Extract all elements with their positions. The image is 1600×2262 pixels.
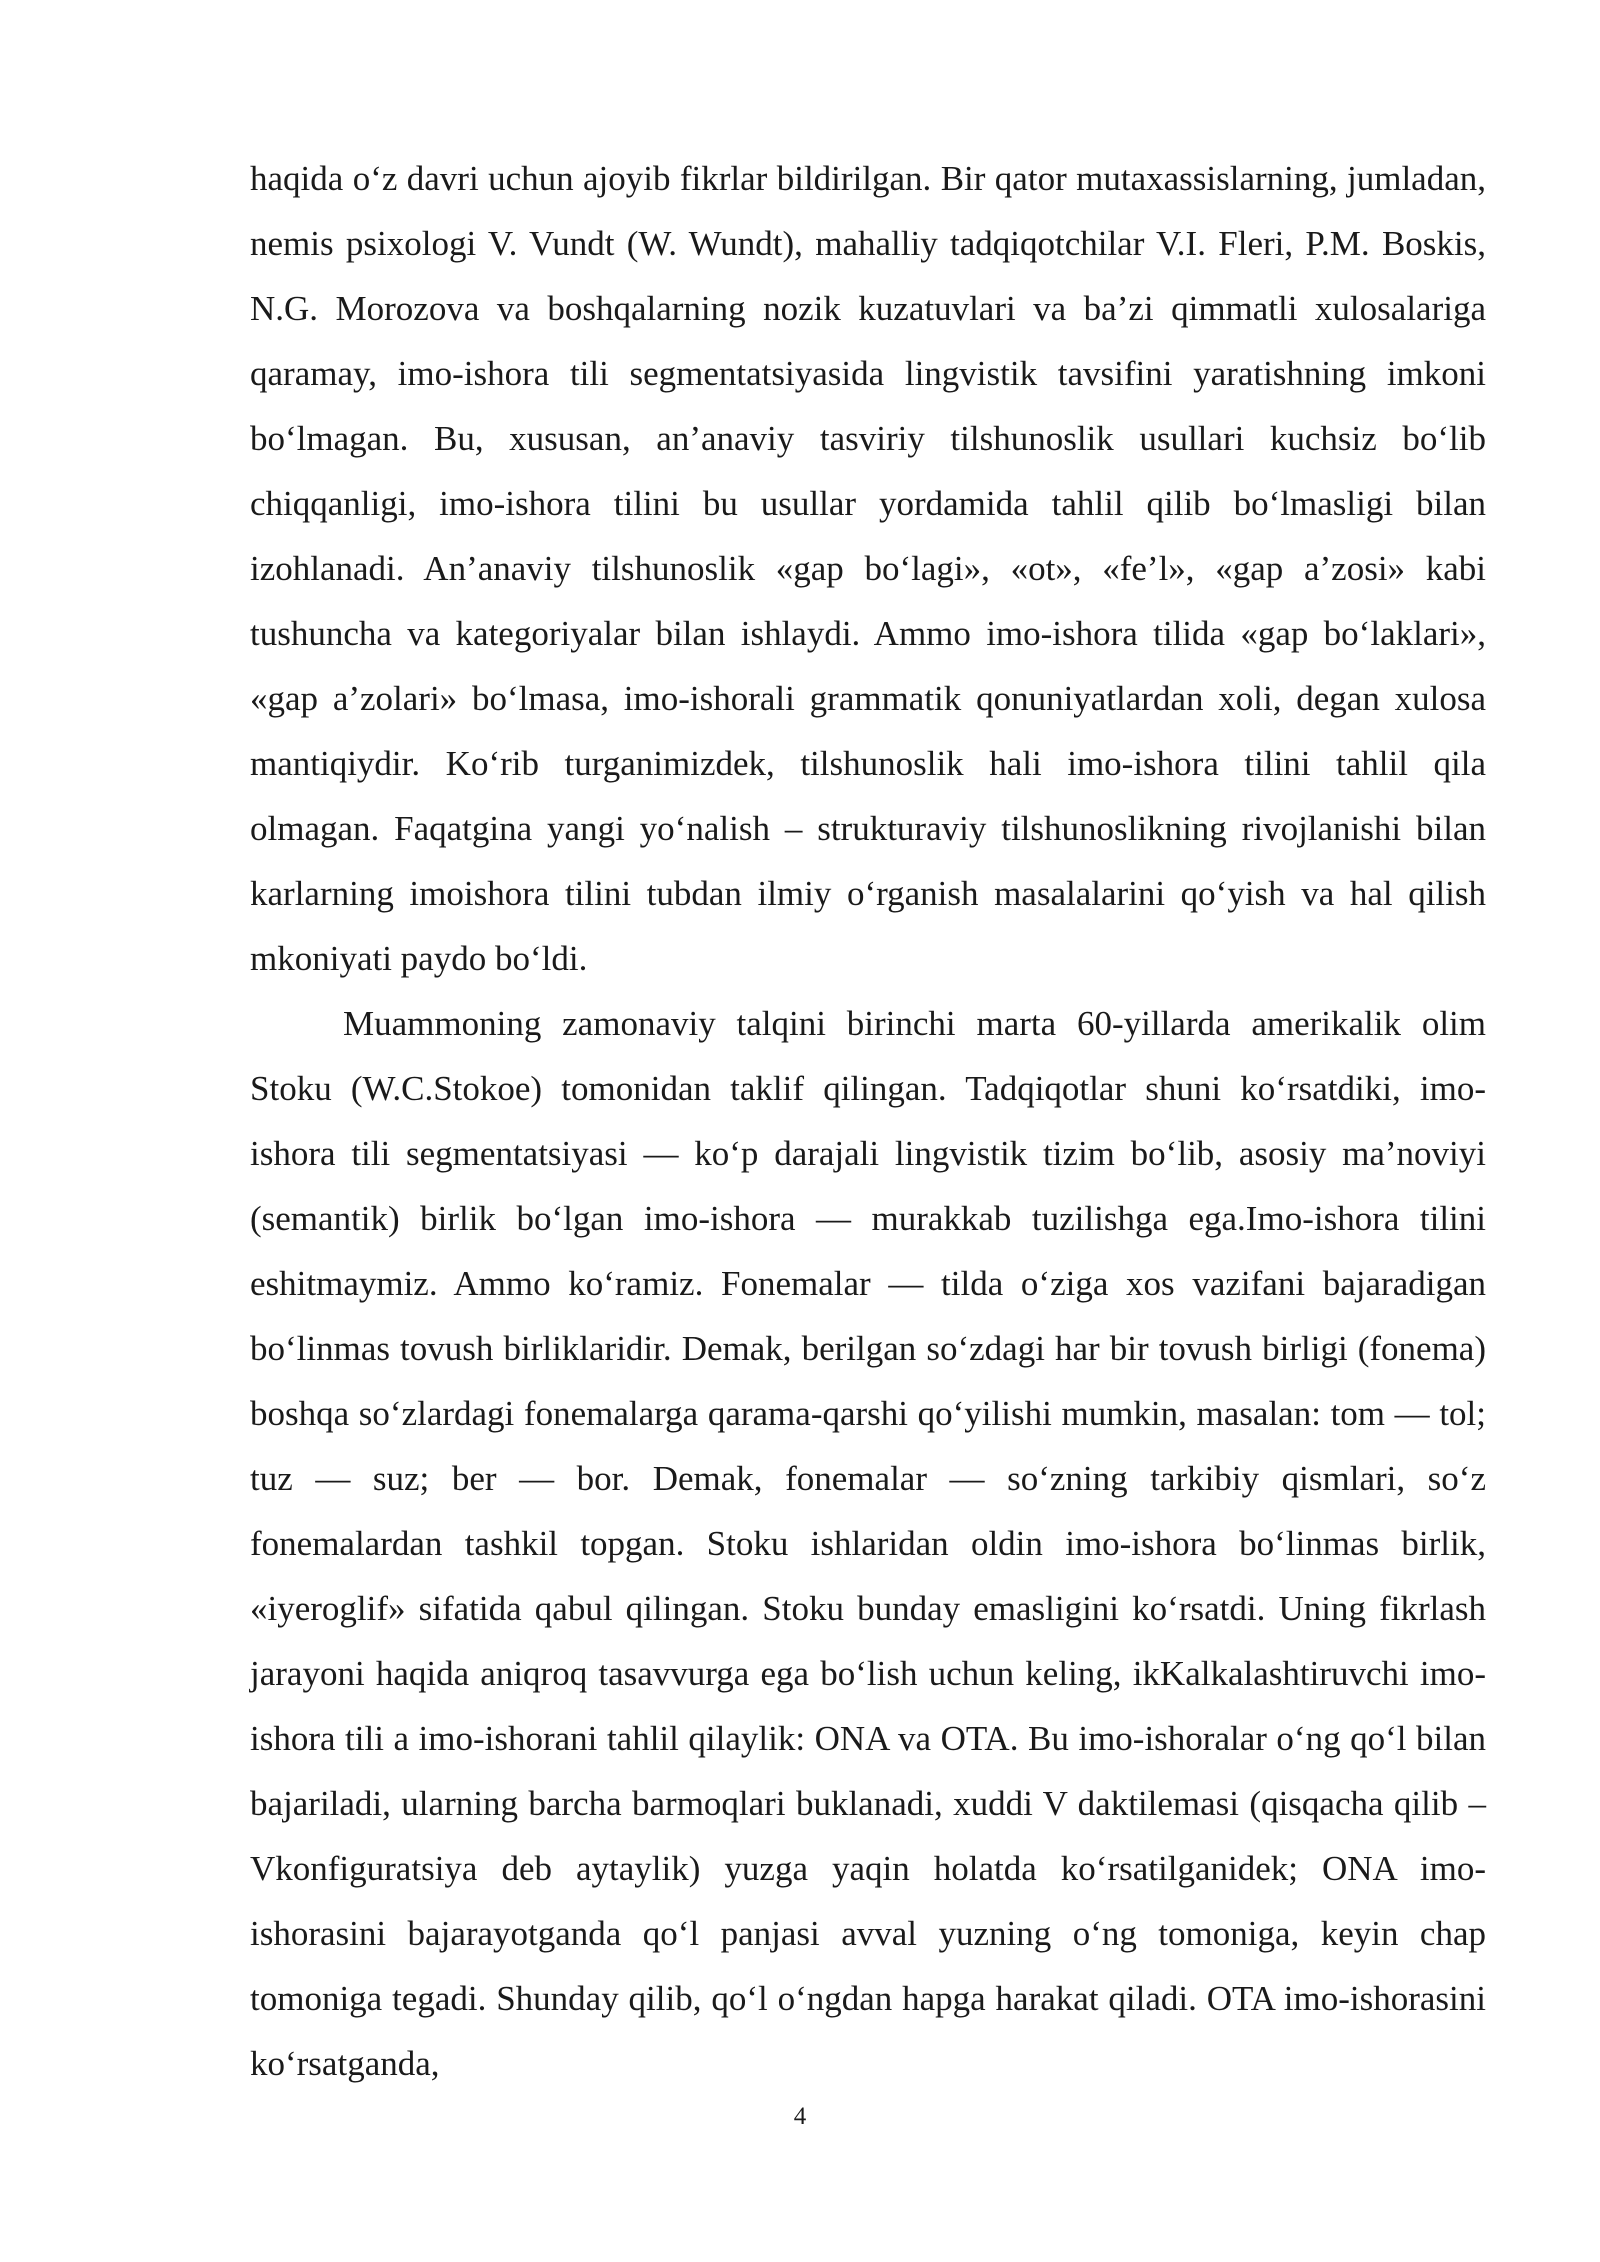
- paragraph-2: Muammoning zamonaviy talqini birinchi marta 60-yillarda amerikalik olim Stoku (W.C.Stokoe) tomonidan taklif qilingan. Tadqiqotlar shuni ko‘rsatdiki, imo-ishora tili segmentatsiyasi — ko‘p darajali lingvistik tizim bo‘lib, asosiy ma’noviyi (semantik) birlik bo‘lgan imo-ishora — murakkab tuzilishga ega.Imo-ishora tilini eshitmaymiz. Ammo ko‘ramiz. Fonemalar — tilda o‘ziga xos vazifani bajaradigan bo‘linmas tovush birliklaridir. Demak, berilgan so‘zdagi har bir tovush birligi (fonema) boshqa so‘zlardagi fonemalarga qarama-qarshi qo‘yilishi mumkin, masalan: tom — tol; tuz — suz; ber — bor. Demak, fonemalar — so‘zning tarkibiy qismlari, so‘z fonemalardan tashkil topgan. Stoku ishlaridan oldin imo-ishora bo‘linmas birlik, «iyeroglif» sifatida qabul qilingan. Stoku bunday emasligini ko‘rsatdi. Uning fikrlash jarayoni haqida aniqroq tasavvurga ega bo‘lish uchun keling, ikKalkalashtiruvchi imo-ishora tili a imo-ishorani tahlil qilaylik: ONA va OTA. Bu imo-ishoralar o‘ng qo‘l bilan bajariladi, ularning barcha barmoqlari buklanadi, xuddi V daktilemasi (qisqacha qilib – Vkonfiguratsiya deb aytaylik) yuzga yaqin holatda ko‘rsatilganidek; ONA imo-ishorasini bajarayotganda qo‘l panjasi avval yuzning o‘ng tomoniga, keyin chap tomoniga tegadi. Shunday qilib, qo‘l o‘ngdan hapga harakat qiladi. OTA imo-ishorasini ko‘rsatganda,: [250, 1004, 1486, 2083]
- paragraph-1: haqida o‘z davri uchun ajoyib fikrlar bildirilgan. Bir qator mutaxassislarning, jumladan, nemis psixologi V. Vundt (W. Wundt), mahalliy tadqiqotchilar V.I. Fleri, P.M. Boskis, N.G. Morozova va boshqalarning nozik kuzatuvlari va ba’zi qimmatli xulosalariga qaramay, imo-ishora tili segmentatsiyasida lingvistik tavsifini yaratishning imkoni bo‘lmagan. Bu, xususan, an’anaviy tasviriy tilshunoslik usullari kuchsiz bo‘lib chiqqanligi, imo-ishora tilini bu usullar yordamida tahlil qilib bo‘lmasligi bilan izohlanadi. An’anaviy tilshunoslik «gap bo‘lagi», «ot», «fe’l», «gap a’zosi» kabi tushuncha va kategoriyalar bilan ishlaydi. Ammo imo-ishora tilida «gap bo‘laklari», «gap a’zolari» bo‘lmasa, imo-ishorali grammatik qonuniyatlardan xoli, degan xulosa mantiqiydir. Ko‘rib turganimizdek, tilshunoslik hali imo-ishora tilini tahlil qila olmagan. Faqatgina yangi yo‘nalish – strukturaviy tilshunoslikning rivojlanishi bilan karlarning imoishora tilini tubdan ilmiy o‘rganish masalalarini qo‘yish va hal qilish mkoniyati paydo bo‘ldi.: [250, 159, 1486, 978]
- document-body: [250, 146, 1486, 2096]
- page-number: 4: [793, 2103, 807, 2130]
